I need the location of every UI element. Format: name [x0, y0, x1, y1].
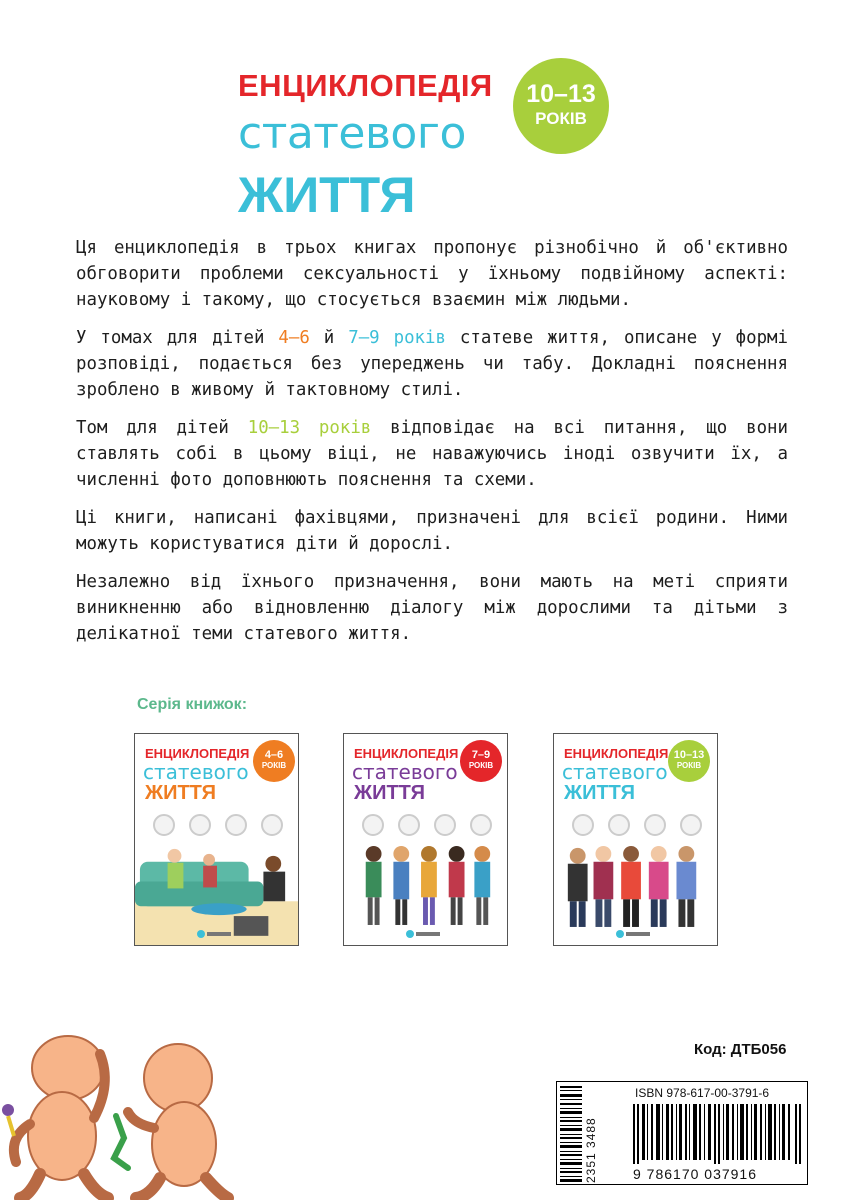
publisher-logo-icon: [197, 929, 233, 939]
book-icons: [153, 814, 283, 836]
book-title-line1: ЕНЦИКЛОПЕДІЯ: [354, 746, 459, 761]
logo-title-line3: ЖИТТЯ: [238, 167, 416, 223]
book-cover-4-6: [134, 733, 299, 946]
circle-icon: [608, 814, 630, 836]
description: [76, 235, 788, 659]
book-title-line2: статевого: [143, 760, 249, 784]
p2-text-c: статеве життя, описане у формі розповіді, подається без упереджень чи табу. Докладні пояснення зроблено в живому й тактовному стилі.: [76, 328, 788, 400]
age-4-6: 4–6: [278, 328, 310, 348]
circle-icon: [225, 814, 247, 836]
book-age-unit: РОКІВ: [676, 761, 702, 770]
product-code: Код: ДТБ056: [694, 1041, 787, 1058]
book-age-unit: РОКІВ: [261, 761, 287, 770]
book-cover-10-13: [553, 733, 718, 946]
p3-text-a: Том для дітей: [76, 418, 248, 438]
book-title-line2: статевого: [562, 760, 668, 784]
isbn-label: ISBN 978-617-00-3791-6: [635, 1086, 770, 1100]
ean-barcode: [633, 1104, 801, 1164]
circle-icon: [470, 814, 492, 836]
paragraph-5: Незалежно від їхнього призначення, вони мають на меті сприяти виникненню або відновленню діалогу між дорослими та дітьми з делікатної теми статевого життя.: [76, 572, 788, 644]
book-age-unit: РОКІВ: [468, 761, 494, 770]
p3-text-b: відповідає на всі питання, що вони ставлять собі в цьому віці, не наважуючись іноді озвучити їх, а численні фото доповнюють пояснення та схеми.: [76, 418, 789, 490]
barcode-number: 9 786170 037916: [633, 1166, 757, 1182]
circle-icon: [680, 814, 702, 836]
circle-icon: [644, 814, 666, 836]
side-barcode: [560, 1086, 582, 1182]
book-icons: [572, 814, 702, 836]
circle-icon: [362, 814, 384, 836]
circle-icon: [261, 814, 283, 836]
age-badge: [513, 58, 609, 154]
book-title-line3: ЖИТТЯ: [145, 782, 216, 804]
book-age-badge: [253, 740, 295, 782]
paragraph-4: Ці книги, написані фахівцями, призначені для всієї родини. Ними можуть користуватися діти й дорослі.: [76, 508, 788, 554]
logo-title-line2: статевого: [238, 108, 466, 159]
age-badge-unit: РОКІВ: [535, 109, 587, 128]
book-title-line3: ЖИТТЯ: [354, 782, 425, 804]
book-cover-7-9: [343, 733, 508, 946]
circle-icon: [572, 814, 594, 836]
book-title-line3: ЖИТТЯ: [564, 782, 635, 804]
encyclopedia-logo: [238, 68, 618, 223]
book-title-line1: ЕНЦИКЛОПЕДІЯ: [145, 746, 250, 761]
paragraph-2: [76, 325, 788, 403]
p2-text-b: й: [309, 328, 349, 348]
series-title: Серія книжок:: [137, 696, 248, 713]
book-age: 4–6: [264, 749, 284, 761]
publisher-logo-icon: [406, 929, 442, 939]
book-icons: [362, 814, 492, 836]
circle-icon: [153, 814, 175, 836]
book-title-line1: ЕНЦИКЛОПЕДІЯ: [564, 746, 669, 761]
age-badge-range: 10–13: [526, 80, 596, 108]
babies-illustration: [0, 1028, 240, 1200]
paragraph-3: [76, 415, 788, 493]
barcode: [556, 1081, 808, 1185]
book-age: 10–13: [673, 749, 705, 761]
age-10-13: 10–13 років: [247, 418, 372, 438]
side-barcode-number: 2351 3488: [584, 1117, 598, 1183]
circle-icon: [189, 814, 211, 836]
age-7-9: 7–9 років: [348, 328, 446, 348]
circle-icon: [434, 814, 456, 836]
publisher-logo-icon: [616, 929, 652, 939]
p2-text-a: У томах для дітей: [76, 328, 279, 348]
book-age: 7–9: [471, 749, 491, 761]
circle-icon: [398, 814, 420, 836]
logo-title-line1: ЕНЦИКЛОПЕДІЯ: [238, 68, 493, 103]
book-age-badge: [668, 740, 710, 782]
paragraph-1: Ця енциклопедія в трьох книгах пропонує різнобічно й об'єктивно обговорити проблеми сексуальності у їхньому подвійному аспекті: науковому і такому, що стосується взаємин між людьми.: [76, 238, 788, 310]
book-age-badge: [460, 740, 502, 782]
book-title-line2: статевого: [352, 760, 458, 784]
